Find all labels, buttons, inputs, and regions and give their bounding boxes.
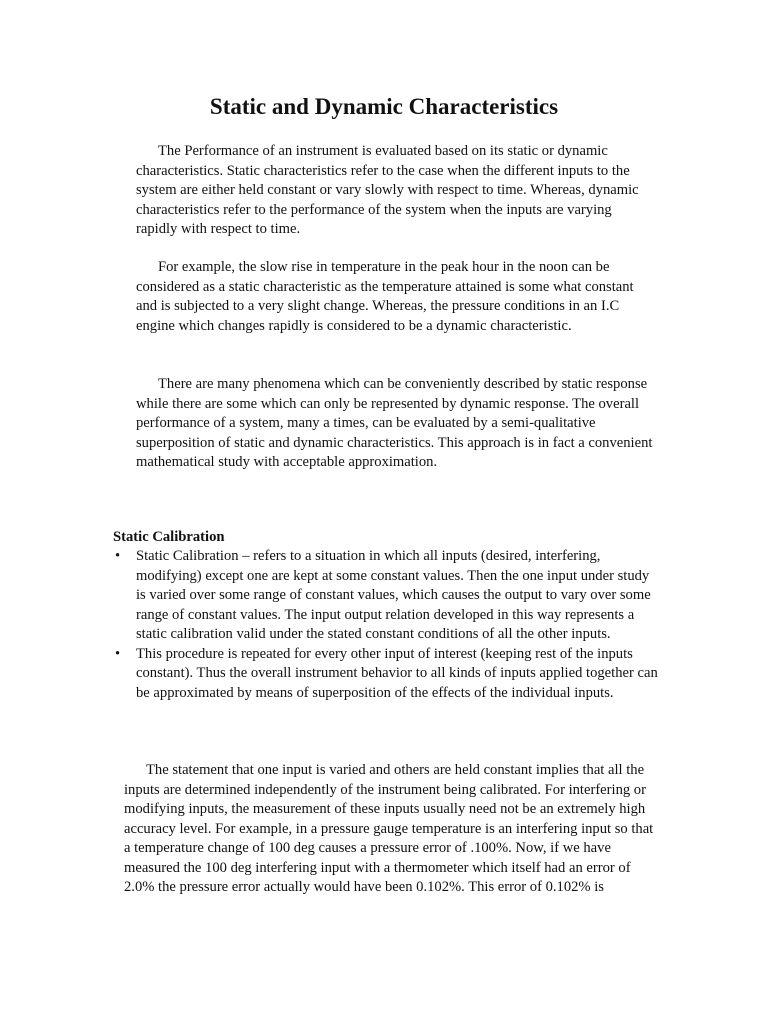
list-item [113, 547, 658, 645]
document-title: Static and Dynamic Characteristics [209, 94, 559, 119]
bullet-list [113, 547, 658, 703]
paragraph-performance: The Performance of an instrument is evaluated based on its static or dynamic characteristics. Static characteristics refer to the case when the different inputs to the system are either held constant or vary slowly with respect to time. Whereas, dynamic characteristics refer to the performance of the system when the inputs are varying rapidly with respect to time. [136, 143, 639, 237]
bullet-icon: • [115, 548, 121, 564]
bullet-text: This procedure is repeated for every other input of interest (keeping rest of the inputs constant). Thus the overall instrument behavior to all kinds of inputs applied together can be approximated by means of superposition of the effects of the individual inputs. [136, 645, 658, 701]
paragraph-example: For example, the slow rise in temperature in the peak hour in the noon can be considered as a static characteristic as the temperature attained is some what constant and is subjected to a very slight change. Whereas, the pressure conditions in an I.C engine which changes rapidly is considered to be a dynamic characteristic. [136, 259, 634, 334]
list-item [113, 645, 658, 704]
section-heading-static-calibration: Static Calibration [113, 529, 225, 545]
paragraph-phenomena: There are many phenomena which can be conveniently described by static response while there are some which can only be represented by dynamic response. The overall performance of a system, many a times, can be evaluated by a semi-qualitative superposition of static and dynamic characteristics. This approach is in fact a convenient mathematical study with acceptable approximation. [136, 376, 653, 470]
bullet-icon: • [115, 645, 121, 662]
paragraph-statement: The statement that one input is varied and others are held constant implies that all the inputs are determined independently of the instrument being calibrated. For interfering or modifying inputs, the measurement of these inputs usually need not be an extremely high accuracy level. For example, in a pressure gauge temperature is an interfering input so that a temperature change of 100 deg causes a pressure error of .100%. Now, if we have measured the 100 deg interfering input with a thermometer which itself had an error of 2.0% the pressure error actually would have been 0.102%. This error of 0.102% is [124, 762, 654, 895]
bullet-text: Static Calibration – refers to a situation in which all inputs (desired, interfering, modifying) except one are kept at some constant values. Then the one input under study is varied over some range of constant values, which causes the output to vary over some range of constant values. The input output relation developed in this way represents a static calibration valid under the stated constant conditions of all the other inputs. [136, 548, 651, 642]
